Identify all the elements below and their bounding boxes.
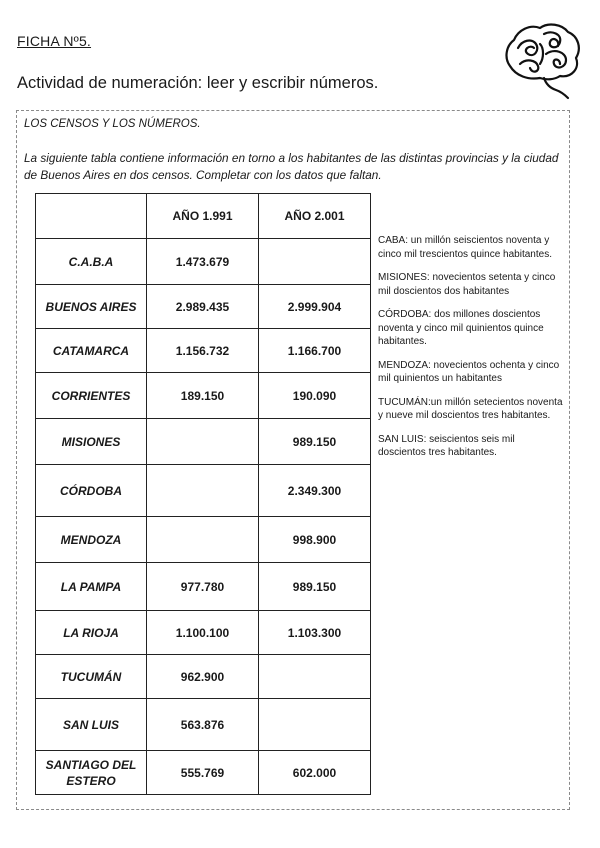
table-header-row: [36, 194, 371, 239]
clues-list: [378, 234, 564, 470]
value-2001-cell: 989.150: [259, 419, 371, 465]
province-cell: LA PAMPA: [36, 563, 147, 611]
value-1991-cell: 563.876: [147, 699, 259, 751]
activity-title: Actividad de numeración: leer y escribir números.: [17, 74, 379, 92]
table-row: [36, 751, 371, 795]
clue-caba: CABA: un millón seiscientos noventa y cinco mil trescientos quince habitantes.: [378, 235, 552, 260]
value-2001-cell: 190.090: [259, 373, 371, 419]
header-cell-2001: AÑO 2.001: [259, 194, 371, 239]
sheet-label: FICHA Nº5.: [17, 33, 92, 49]
clue-san-luis: SAN LUIS: seiscientos seis mil doscientos tres habitantes.: [378, 433, 515, 458]
table-row: [36, 563, 371, 611]
value-2001-cell[interactable]: [259, 655, 371, 699]
province-cell: CÓRDOBA: [36, 465, 147, 517]
table-row: [36, 655, 371, 699]
value-1991-cell[interactable]: [147, 465, 259, 517]
clue-tucuman: TUCUMÁN:un millón setecientos noventa y nueve mil doscientos tres habitantes.: [378, 396, 563, 421]
table-row: [36, 285, 371, 329]
value-2001-cell: 989.150: [259, 563, 371, 611]
value-2001-cell: 2.999.904: [259, 285, 371, 329]
table-row: [36, 465, 371, 517]
value-1991-cell: 1.156.732: [147, 329, 259, 373]
value-1991-cell: 977.780: [147, 563, 259, 611]
brain-icon: [500, 18, 584, 100]
table-row: [36, 373, 371, 419]
province-cell: MENDOZA: [36, 517, 147, 563]
province-cell: CORRIENTES: [36, 373, 147, 419]
clue-misiones: MISIONES: novecientos setenta y cinco mil doscientos dos habitantes: [378, 272, 556, 297]
table-row: [36, 699, 371, 751]
province-cell: C.A.B.A: [36, 239, 147, 285]
value-2001-cell: 602.000: [259, 751, 371, 795]
table-row: [36, 239, 371, 285]
value-1991-cell: 1.100.100: [147, 611, 259, 655]
value-1991-cell[interactable]: [147, 517, 259, 563]
value-1991-cell: 1.473.679: [147, 239, 259, 285]
clue-cordoba: CÓRDOBA: dos millones doscientos noventa y cinco mil quinientos quince habitantes.: [378, 309, 544, 347]
province-cell: LA RIOJA: [36, 611, 147, 655]
province-cell: BUENOS AIRES: [36, 285, 147, 329]
value-2001-cell: 1.103.300: [259, 611, 371, 655]
value-1991-cell: 962.900: [147, 655, 259, 699]
header-cell-empty: [36, 194, 147, 239]
value-1991-cell: 189.150: [147, 373, 259, 419]
province-cell: SANTIAGO DEL ESTERO: [36, 751, 147, 795]
value-1991-cell: 2.989.435: [147, 285, 259, 329]
value-2001-cell: 2.349.300: [259, 465, 371, 517]
value-2001-cell: 998.900: [259, 517, 371, 563]
section-intro: La siguiente tabla contiene información en torno a los habitantes de las distintas provincias y la ciudad de Buenos Aires en dos censos. Completar con los datos que faltan.: [24, 151, 559, 182]
header-cell-1991: AÑO 1.991: [147, 194, 259, 239]
value-2001-cell[interactable]: [259, 699, 371, 751]
table-row: [36, 419, 371, 465]
value-2001-cell: 1.166.700: [259, 329, 371, 373]
section-title: LOS CENSOS Y LOS NÚMEROS.: [24, 118, 201, 130]
census-table: [35, 193, 371, 795]
value-1991-cell: 555.769: [147, 751, 259, 795]
value-1991-cell[interactable]: [147, 419, 259, 465]
table-row: [36, 517, 371, 563]
table-row: [36, 329, 371, 373]
province-cell: TUCUMÁN: [36, 655, 147, 699]
province-cell: MISIONES: [36, 419, 147, 465]
province-cell: SAN LUIS: [36, 699, 147, 751]
table-row: [36, 611, 371, 655]
value-2001-cell[interactable]: [259, 239, 371, 285]
province-cell: CATAMARCA: [36, 329, 147, 373]
clue-mendoza: MENDOZA: novecientos ochenta y cinco mil quinientos un habitantes: [378, 359, 560, 384]
